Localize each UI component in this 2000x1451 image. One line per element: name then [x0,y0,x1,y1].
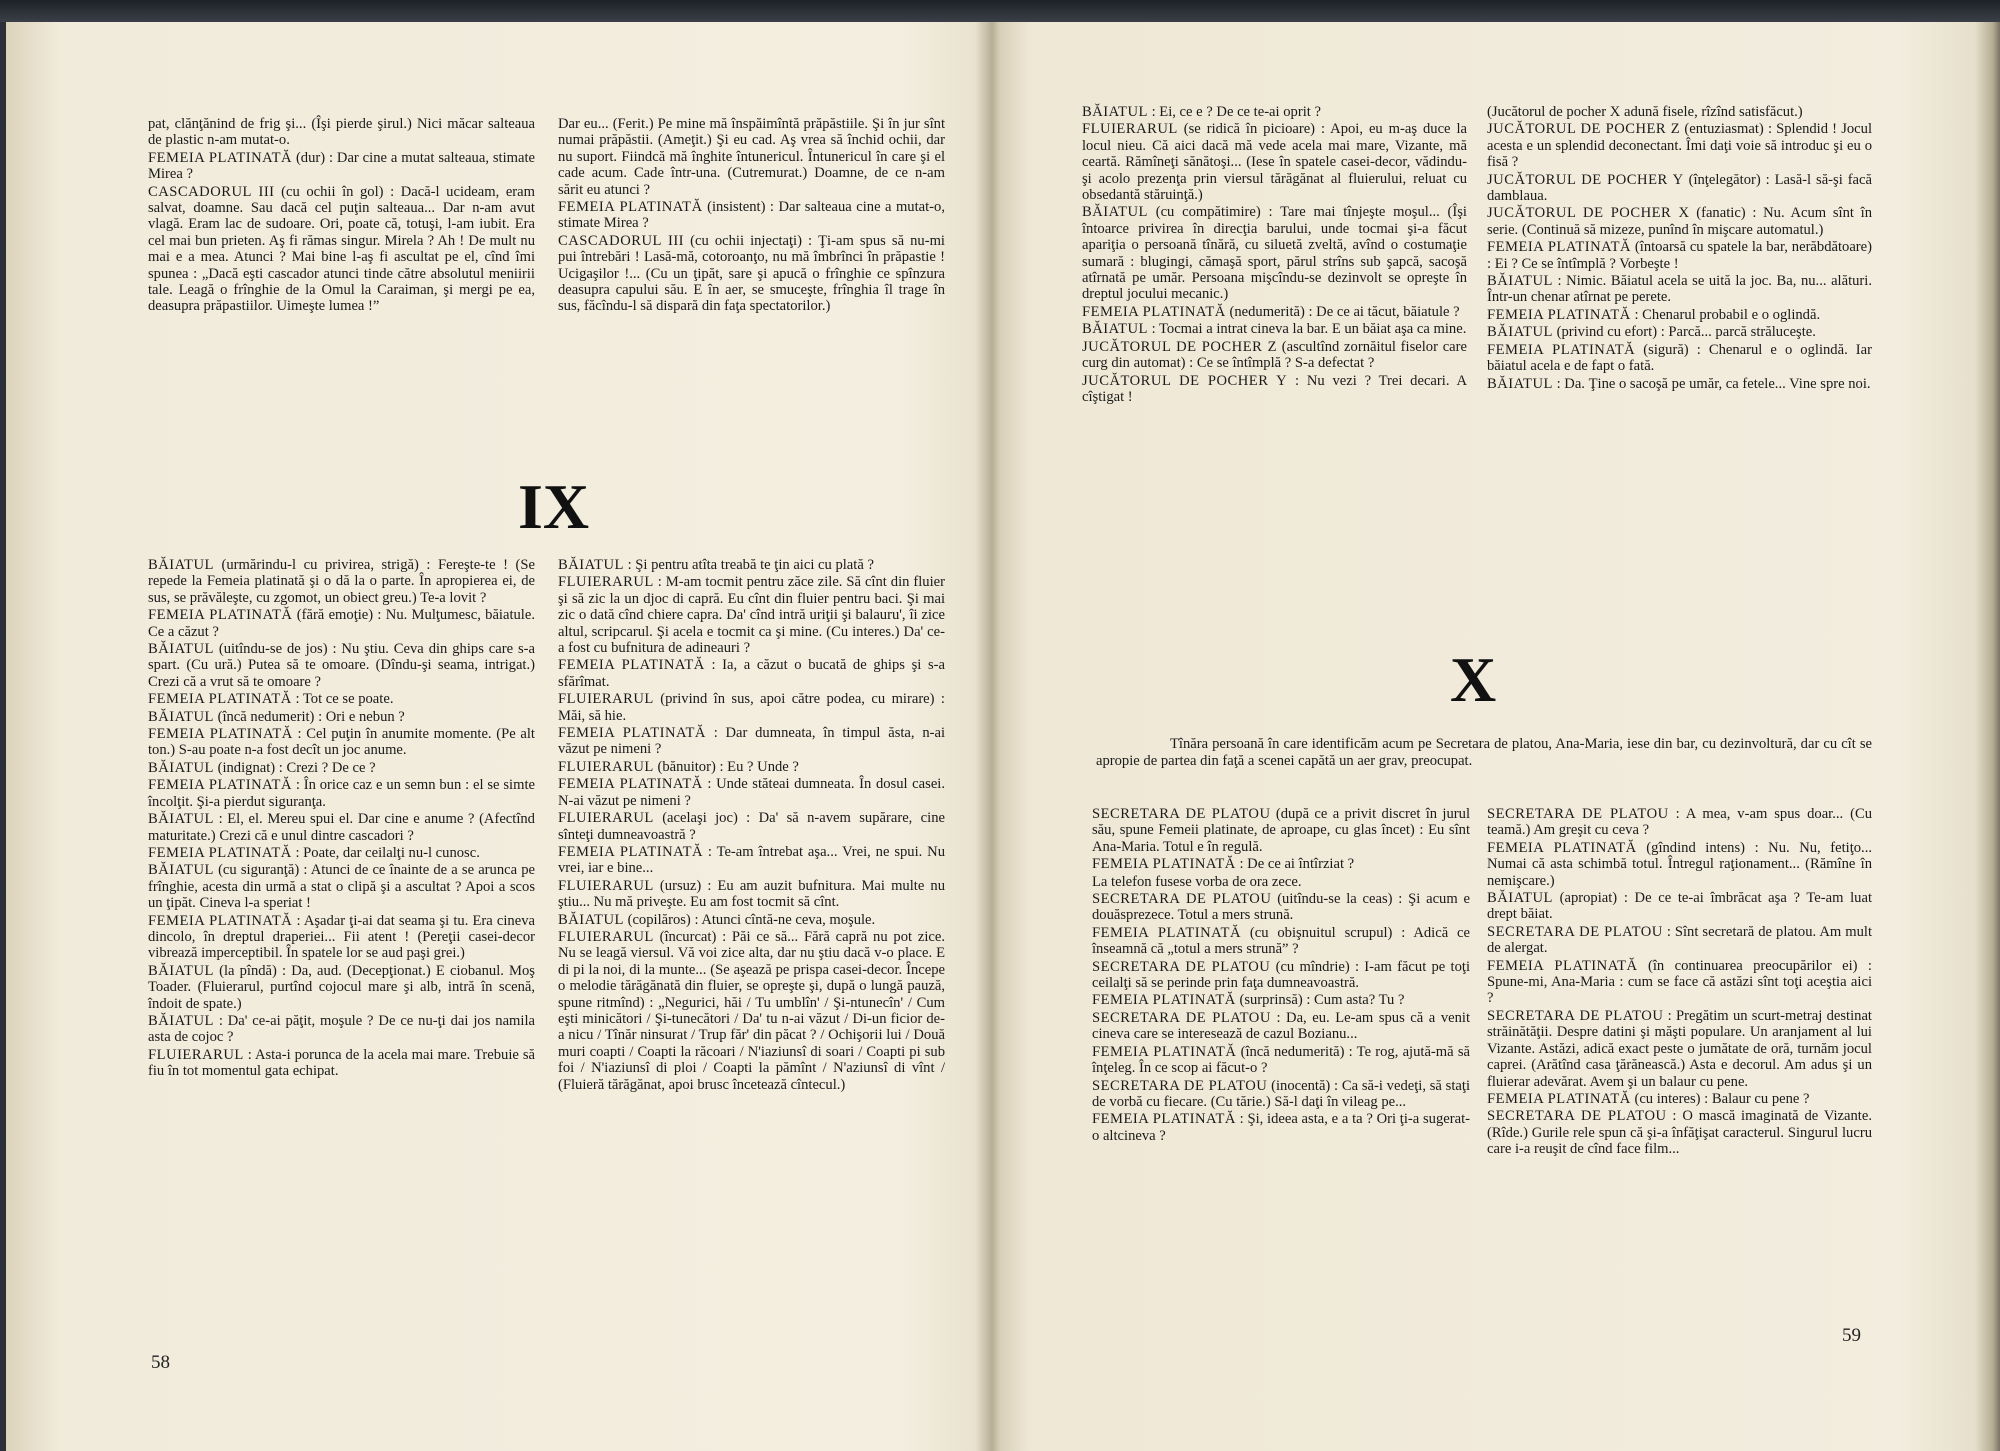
dialogue-paragraph [1487,890,1872,923]
dialogue-text: : Chenarul probabil e o oglindă. [1634,306,1821,323]
dialogue-text: : Şi, ideea asta, e a ta ? Ori ţi-a sugerat-o altcineva ? [1092,1111,1470,1144]
dialogue-paragraph [148,726,535,759]
dialogue-paragraph [558,233,945,315]
dialogue-paragraph [558,810,945,843]
right-bottom-right-column [1487,806,1872,1159]
page-number-right: 59 [1842,1325,1861,1346]
speaker-name: BĂIATUL [1487,890,1553,907]
left-top-right-column [558,116,945,316]
speaker-name: FEMEIA PLATINATĂ [1487,839,1637,856]
dialogue-text: (încă nedumerită) : Te rog, ajută-mă să înţeleg. În ce scop ai făcut-o ? [1092,1043,1470,1077]
dialogue-text: (privind în sus, apoi către podea, cu mirare) : Măi, să hie. [558,691,945,724]
dialogue-text: : Tocmai a intrat cineva la bar. E un băiat aşa ca mine. [1151,321,1467,338]
dialogue-text: : Asta-i porunca de la acela mai mare. Trebuie să fiu în tot momentul gata echipat. [148,1046,535,1080]
dialogue-text: (gîndind intens) : Nu. Nu, fetiţo... Numai că asta schimbă totul. Întregul raţionament... (Rămîne în nemişcare.) [1487,839,1872,889]
speaker-name: FEMEIA PLATINATĂ [1082,303,1226,320]
dialogue-paragraph [148,1013,535,1046]
speaker-name: FEMEIA PLATINATĂ [558,725,706,742]
speaker-name: FLUIERARUL [558,691,654,708]
dialogue-text: : Te-am întrebat aşa... Vrei, ne spui. Nu vrei, iar e bine... [558,843,945,877]
dialogue-text: : De ce ai întîrziat ? [1239,856,1355,873]
speaker-name: FLUIERARUL [148,1046,244,1063]
dialogue-paragraph [1487,958,1872,1007]
dialogue-paragraph [558,844,945,877]
speaker-name: FEMEIA PLATINATĂ [1487,957,1638,974]
speaker-name: FEMEIA PLATINATĂ [558,199,703,216]
speaker-name: CASCADORUL III [148,183,275,200]
dialogue-paragraph [1092,925,1470,958]
dialogue-text: : M-am tocmit pentru zăce zile. Să cînt din fluier şi să zic la un djoc di capră. Eu cînt din fluier pentru baci. Şi mai zic o dată cînd chiere capra. Da' cînd intră uriţii şi balauru', îi zice altul, scripcarul. Şi acela e tocmit ca şi mine. (Cu interes.) Da' ce-a fost cu bufnitura de adineauri ? [558,574,945,657]
speaker-name: BĂIATUL [1082,321,1148,338]
speaker-name: SECRETARA DE PLATOU [1487,1007,1664,1024]
dialogue-text: (insistent) : Dar salteaua cine a mutat-o, stimate Mirea ? [558,199,945,232]
dialogue-text: : Da, eu. Le-am spus că a venit cineva care se interesează de cazul Bozianu... [1092,1009,1470,1043]
dialogue-text: : Nu vezi ? Trei decari. A cîştigat ! [1082,372,1467,405]
dialogue-paragraph [148,1047,535,1080]
right-page [1000,22,1988,1432]
dialogue-text: : Cel puţin în anumite momente. (Pe alt ton.) S-au poate n-a fost decît un joc anume. [148,726,535,759]
speaker-name: BĂIATUL [148,708,214,725]
dialogue-text: (cu obişnuitul scrupul) : Adică ce înseamnă că „totul a mers strună” ? [1092,924,1470,958]
speaker-name: BĂIATUL [148,962,214,979]
speaker-name: FEMEIA PLATINATĂ [558,657,705,674]
dialogue-paragraph [1082,339,1467,372]
dialogue-paragraph [1082,321,1467,337]
dialogue-paragraph [1092,1010,1470,1043]
speaker-name: BĂIATUL [148,811,214,828]
speaker-name: FEMEIA PLATINATĂ [1487,306,1631,323]
dialogue-paragraph [1487,342,1872,375]
top-edge [0,0,2000,22]
left-bottom-left-column [148,557,535,1081]
act-heading-x: X [1450,644,1497,715]
dialogue-paragraph [148,691,535,707]
dialogue-text: (privind cu efort) : Parcă... parcă străluceşte. [1556,324,1816,341]
dialogue-text: : Da' ce-ai păţit, moşule ? De ce nu-ţi dai jos namila asta de cojoc ? [148,1012,535,1046]
dialogue-paragraph [1082,121,1467,203]
dialogue-text: (nedumerită) : De ce ai tăcut, băiatule ? [1229,303,1460,320]
speaker-name: BĂIATUL [558,557,624,573]
dialogue-text: (Jucătorul de pocher X adună fisele, rîzînd satisfăcut.) [1487,104,1803,120]
speaker-name: FLUIERARUL [558,928,654,945]
dialogue-text: (urmărindu-l cu privirea, strigă) : Fereşte-te ! (Se repede la Femeia platinată şi o dă la o parte. În apropierea ei, de sus, se prăvăleşte, cu zgomot, un obiect greu.) Te-a lovit ? [148,557,536,606]
speaker-name: FEMEIA PLATINATĂ [558,776,703,793]
dialogue-paragraph [1092,891,1470,924]
speaker-name: BĂIATUL [1487,324,1553,341]
speaker-name: FEMEIA PLATINATĂ [558,843,704,860]
speaker-name: FEMEIA PLATINATĂ [148,149,293,166]
dialogue-text: (la pîndă) : Da, aud. (Decepţionat.) E ciobanul. Moş Toader. (Fluierarul, purtînd cojocul mare şi alb, intră în scenă, îndoit de spate.) [148,962,535,1012]
speaker-name: FEMEIA PLATINATĂ [148,691,292,708]
dialogue-paragraph [148,777,535,810]
dialogue-text: (apropiat) : De ce te-ai îmbrăcat aşa ? Te-am luat drept băiat. [1487,890,1872,923]
left-page [8,22,988,1432]
speaker-name: BĂIATUL [148,557,214,573]
dialogue-paragraph [1487,806,1872,839]
dialogue-text: (surprinsă) : Cum asta? Tu ? [1239,992,1405,1009]
dialogue-paragraph [1487,324,1872,340]
speaker-name: BĂIATUL [148,641,214,658]
dialogue-paragraph [1487,239,1872,272]
speaker-name: SECRETARA DE PLATOU [1092,1077,1268,1094]
speaker-name: FEMEIA PLATINATĂ [148,726,293,743]
speaker-name: BĂIATUL [148,862,214,879]
dialogue-text: (cu mîndrie) : I-am făcut pe toţi ceilalţi să se perinde prin faţa dumneavoastră. [1092,958,1470,992]
dialogue-text: (fără emoţie) : Nu. Mulţumesc, băiatule. Ce a căzut ? [148,607,535,640]
speaker-name: FEMEIA PLATINATĂ [1092,1043,1237,1060]
dialogue-paragraph [148,811,535,844]
dialogue-text: : Şi pentru atîta treabă te ţin aici cu plată ? [627,557,874,573]
dialogue-text: : El, el. Mereu spui el. Dar cine e anume ? (Afectînd maturitate.) Crezi că e unul dintre cascadori ? [148,811,535,844]
speaker-name: FEMEIA PLATINATĂ [1092,924,1242,941]
dialogue-text: (ursuz) : Eu am auzit bufnitura. Mai multe nu ştiu... Nu mă priveşte. Eu am fost tocmit să cînt. [558,877,945,911]
dialogue-text: (în continuarea preocupărilor ei) : Spune-mi, Ana-Maria : cum se face că astăzi sînt toţi aceştia aici ? [1487,957,1872,1007]
dialogue-text: (cu compătimire) : Tare mai tînjeşte moşul... (Îşi întoarce privirea în direcţia barului, unde tocmai şi-a făcut apariţia o persoană tînără, cu siluetă zveltă, avînd o costumaţie sumară : blugingi, cămaşă sport, părul strîns sub şapcă, sacoşă atîrnată pe umăr. Persoana mişcîndu-se dezinvolt se opreşte în dreptul jocului mecanic.) [1082,204,1467,303]
dialogue-paragraph [1487,1108,1872,1157]
speaker-name: JUCĂTORUL DE POCHER Y [1082,372,1288,389]
dialogue-paragraph [1487,205,1872,238]
dialogue-text: (uitîndu-se de jos) : Nu ştiu. Ceva din ghips care s-a spart. (Cu ură.) Putea să te omoare. (Dîndu-şi seama, intrigat.) Crezi că a vrut să te omoare ? [148,641,535,690]
dialogue-text: pat, clănţănind de frig şi... (Îşi pierde şirul.) Nici măcar salteaua de plastic n-am mutat-o. [148,116,535,149]
dialogue-paragraph [558,725,945,758]
dialogue-paragraph [148,845,535,861]
dialogue-text: (fanatic) : Nu. Acum sînt în serie. (Continuă să mizeze, punînd în mişcare automatul.) [1487,205,1873,238]
dialogue-paragraph [1092,1078,1470,1111]
speaker-name: SECRETARA DE PLATOU [1487,806,1669,822]
speaker-name: FLUIERARUL [558,758,654,775]
dialogue-text: (cu interes) : Balaur cu pene ? [1634,1090,1810,1107]
speaker-name: JUCĂTORUL DE POCHER X [1487,205,1690,222]
dialogue-text: (după ce a privit discret în jurul său, spune Femeii platinate, de aproape, cu glas încet) : Eu sînt Ana-Maria. Totul e în regulă. [1092,806,1470,855]
dialogue-text: (entuziasmat) : Splendid ! Jocul acesta e un splendid deconectant. Îmi daţi voie să introduc şi eu o fisă ? [1487,121,1872,171]
dialogue-paragraph [1487,273,1872,306]
speaker-name: FEMEIA PLATINATĂ [148,912,293,929]
dialogue-text: (cu ochii în gol) : Dacă-l ucideam, eram salvat, doamne. Sau dacă cel puţin salteaua... Dar n-am avut vlagă. Eram lac de sudoare. Ori, poate că, totuşi, l-am iubit. Era cel mai bun prieten. Aş fi rămas singur. Mirela ? Ah ! De mult nu mai e a mea. Atunci ? Mai bine l-aş fi ascultat pe el, cînd îmi spunea : „Dacă eşti cascador atunci tinde către absolutul meniirii tale. Leagă o frînghie de la Omul la Caraiman, şi mergi pe ea, deasupra prăpastiilor. Uimeşte lumea !” [148,183,535,315]
speaker-name: SECRETARA DE PLATOU [1092,958,1271,975]
speaker-name: FEMEIA PLATINATĂ [1487,1090,1631,1107]
speaker-name: SECRETARA DE PLATOU [1092,891,1272,908]
dialogue-paragraph [148,557,535,606]
dialogue-paragraph [148,862,535,911]
speaker-name: BĂIATUL [1082,104,1148,120]
speaker-name: BĂIATUL [1487,273,1553,290]
dialogue-text: (întoarsă cu spatele la bar, nerăbdătoare) : Ei ? Ce se întîmplă ? Vorbeşte ! [1487,239,1873,272]
dialogue-text: (acelaşi joc) : Da' să n-avem supărare, cine sînteţi dumneavoastră ? [558,810,945,843]
speaker-name: BĂIATUL [1082,204,1148,221]
dialogue-paragraph [1092,856,1470,872]
dialogue-text: La telefon fusese vorba de ora zece. [1092,873,1302,890]
dialogue-text: (cu ochii injectaţi) : Ţi-am spus să nu-mi pui întrebări ! Lasă-mă, cotoroanţo, nu mă îmbrînci în prăpastie ! Ucigaşilor !... (Cu un ţipăt, sare şi apucă o frînghie ce spînzura deasupra capului său. E în aer, se smuceşte, frînghia îl trage în sus, făcîndu-l să dispară din faţa spectatorilor.) [558,232,945,315]
dialogue-text: (încă nedumerit) : Ori e nebun ? [217,708,405,725]
speaker-name: FLUIERARUL [558,810,654,827]
dialogue-paragraph [1082,373,1467,406]
speaker-name: JUCĂTORUL DE POCHER Y [1487,171,1684,188]
dialogue-paragraph [1092,874,1470,890]
dialogue-text: (înţelegător) : Lasă-l să-şi facă damblaua. [1487,171,1872,205]
dialogue-paragraph [148,607,535,640]
dialogue-paragraph [148,641,535,690]
dialogue-paragraph [558,878,945,911]
right-top-left-column [1082,104,1467,406]
speaker-name: JUCĂTORUL DE POCHER Z [1487,121,1681,138]
right-top-right-column [1487,104,1872,393]
speaker-name: SECRETARA DE PLATOU [1487,923,1663,940]
dialogue-paragraph [1092,992,1470,1008]
dialogue-text: (încurcat) : Păi ce să... Fără capră nu pot zice. Nu se leagă viersul. Vă voi zice alta, dar nu ştiu dacă v-o place. E di pi la noi, di la munte... (Se aşează pe prispa casei-decor. Începe o melodie tărăgănată din fluier, se opreşte şi, după o lungă pauză, spune ritmînd) : „Negurici, hăi / Tu umblîn' / Şi-ntunecîn' / Cum eşti minicători / Şi-tunecători / Da' tu n-ai văzut / Di-un ficior de-a nicu / Tînăr ninsurat / Trup făr' din păcat ? / Ochişorii lui / Două muri coapti / Coapti la răcoari / N'iaziunsî di soari / Coapti pi sub foi / N'iaziunsî di ploi / Coapti la pămînt / N'aziunsî di vînt / (Fluieră tărăgănat, apoi brusc încetează cîntecul.) [558,928,945,1093]
left-bottom-right-column [558,557,945,1094]
dialogue-paragraph [558,929,945,1093]
speaker-name: BĂIATUL [148,759,214,776]
dialogue-text: : Nimic. Băiatul acela se uită la joc. Ba, nu... alături. Într-un chenar atîrnat pe perete. [1487,273,1872,306]
page-number-left: 58 [151,1352,170,1373]
dialogue-text: : Sînt secretară de platou. Am mult de alergat. [1487,923,1872,957]
dialogue-paragraph [1082,104,1467,120]
dialogue-text: (indignat) : Crezi ? De ce ? [217,759,376,776]
speaker-name: SECRETARA DE PLATOU [1092,806,1271,822]
right-bottom-left-column [1092,806,1470,1145]
dialogue-text: : Unde stăteai dumneata. În dosul casei. N-ai văzut pe nimeni ? [558,776,945,809]
dialogue-paragraph [1082,304,1467,320]
dialogue-paragraph [1487,1008,1872,1090]
dialogue-paragraph [148,963,535,1012]
dialogue-text: (inocentă) : Ca să-i vedeţi, să staţi de vorbă cu fiecare. (Cu tărie.) Să-l daţi în vileag pe... [1092,1077,1470,1110]
dialogue-text: : A mea, v-am spus doar... (Cu teamă.) Am greşit cu ceva ? [1487,806,1872,839]
dialogue-text: (copilăros) : Atunci cîntă-ne ceva, moşule. [627,911,876,928]
dialogue-paragraph [148,913,535,962]
speaker-name: FEMEIA PLATINATĂ [148,844,292,861]
speaker-name: FEMEIA PLATINATĂ [1092,1111,1236,1128]
dialogue-text: Dar eu... (Ferit.) Pe mine mă înspăimîntă prăpăstiile. Şi în jur sînt numai prăpăstii. (Ameţit.) Şi eu cad. Aş vrea să închid ochii, dar nu suport. Fiindcă mă înghite întunericul. Întunericul în care şi el cade acum. Cade într-una. (Cutremurat.) Doamne, de ce n-am sărit eu atunci ? [558,116,945,198]
speaker-name: BĂIATUL [558,911,624,928]
dialogue-paragraph [1487,104,1872,120]
dialogue-paragraph [1082,204,1467,302]
speaker-name: SECRETARA DE PLATOU [1487,1108,1667,1125]
speaker-name: BĂIATUL [1487,375,1553,392]
speaker-name: FLUIERARUL [558,574,654,591]
dialogue-text: : Aşadar ţi-ai dat seama şi tu. Era cineva dincolo, în dreptul draperiei... Fii atent ! (Pereţii casei-decor vibrează imperceptibil. În spatele lor se aud paşi grei.) [148,912,535,962]
speaker-name: FEMEIA PLATINATĂ [1487,341,1636,358]
dialogue-paragraph [1487,376,1872,392]
speaker-name: SECRETARA DE PLATOU [1092,1009,1271,1026]
dialogue-paragraph [1487,307,1872,323]
dialogue-paragraph [148,709,535,725]
speaker-name: CASCADORUL III [558,232,685,249]
dialogue-paragraph [558,199,945,232]
dialogue-text: (se ridică în picioare) : Apoi, eu m-aş duce la locul nieu. Că aici dacă mă vede acela mai mare, Vizante, mă ceartă. Rămîneţi sănătoşi... (Iese în spatele casei-decor, vădindu-şi acolo prezenţa prin viersul tărăgănat al fluierului, reluat cu obsedantă stăruinţă.) [1082,121,1467,204]
speaker-name: FLUIERARUL [1082,121,1178,138]
dialogue-paragraph [558,657,945,690]
dialogue-text: : Tot ce se poate. [295,691,394,708]
dialogue-paragraph [558,912,945,928]
dialogue-paragraph [1487,172,1872,205]
dialogue-text: (bănuitor) : Eu ? Unde ? [657,758,799,775]
speaker-name: FEMEIA PLATINATĂ [1092,992,1236,1009]
act-heading-ix: IX [518,471,590,542]
speaker-name: FEMEIA PLATINATĂ [148,777,292,794]
speaker-name: FLUIERARUL [558,877,654,894]
dialogue-paragraph [1092,1111,1470,1144]
dialogue-text: : O mască imaginată de Vizante. (Rîde.) Gurile rele spun că şi-a înfăţişat caracterul. Singurul lucru care i-a reuşit de cînd face film... [1487,1108,1872,1158]
dialogue-paragraph [558,574,945,656]
dialogue-paragraph [1487,1091,1872,1107]
dialogue-paragraph [1487,924,1872,957]
dialogue-text: (uitîndu-se la ceas) : Şi acum e douăsprezece. Totul a mers strună. [1092,891,1470,924]
scene-intro: Tînăra persoană în care identificăm acum pe Secretara de platou, Ana-Maria, iese din bar, cu dezinvoltură, dar cu cît se apropie de partea din faţă a scenei capătă un aer grav, preocupat. [1096,736,1872,769]
dialogue-paragraph [1092,1044,1470,1077]
dialogue-text: (dur) : Dar cine a mutat salteaua, stimate Mirea ? [148,149,535,183]
dialogue-text: (cu siguranţă) : Atunci de ce înainte de a se arunca pe frînghie, acesta din urmă a stat o clipă şi a ascultat ? Apoi a scos un ţipăt. Cineva l-a speriat ! [148,862,535,912]
dialogue-paragraph [558,691,945,724]
speaker-name: JUCĂTORUL DE POCHER Z [1082,338,1278,355]
dialogue-text: : Ia, a căzut o bucată de ghips şi s-a sfărîmat. [558,657,945,690]
dialogue-text: : Poate, dar ceilalţi nu-l cunosc. [295,844,480,861]
dialogue-text: : Dar dumneata, în timpul ăsta, n-ai văzut pe nimeni ? [558,725,946,758]
left-top-left-column [148,116,535,316]
dialogue-paragraph [1092,806,1470,855]
dialogue-text: : Ei, ce e ? De ce te-ai oprit ? [1151,104,1321,120]
dialogue-paragraph [148,150,535,183]
dialogue-paragraph [558,759,945,775]
dialogue-text: (ascultînd zornăitul fiselor care curg din automat) : Ce se întîmplă ? S-a defectat ? [1082,338,1467,372]
dialogue-text: (sigură) : Chenarul e o oglindă. Iar băiatul acela e de fapt o fată. [1487,341,1872,375]
speaker-name: FEMEIA PLATINATĂ [1487,239,1632,256]
dialogue-paragraph [148,760,535,776]
dialogue-paragraph [148,116,535,149]
dialogue-paragraph [558,557,945,573]
dialogue-text: : Da. Ţine o sacoşă pe umăr, ca fetele... Vine spre noi. [1556,375,1871,392]
dialogue-paragraph [558,116,945,198]
dialogue-paragraph [558,776,945,809]
dialogue-text: : În orice caz e un semn bun : el se simte încolţit. Şi-a pierdut siguranţa. [148,777,535,810]
speaker-name: BĂIATUL [148,1012,214,1029]
dialogue-text: : Pregătim un scurt-metraj destinat străinătăţii. Despre datini şi măşti populare. Un aranjament al lui Vizante. Astăzi, adică exact peste o jumătate de oră, turnăm jocul caprei. (Arătînd casa ţărănească.) Asta e decorul. Am adus şi un fluierar adevărat. Avem şi un balaur cu pene. [1487,1007,1872,1090]
speaker-name: FEMEIA PLATINATĂ [1092,856,1236,873]
dialogue-paragraph [148,184,535,315]
dialogue-paragraph [1092,959,1470,992]
dialogue-paragraph [1487,840,1872,889]
speaker-name: FEMEIA PLATINATĂ [148,607,293,624]
dialogue-paragraph [1487,121,1872,170]
